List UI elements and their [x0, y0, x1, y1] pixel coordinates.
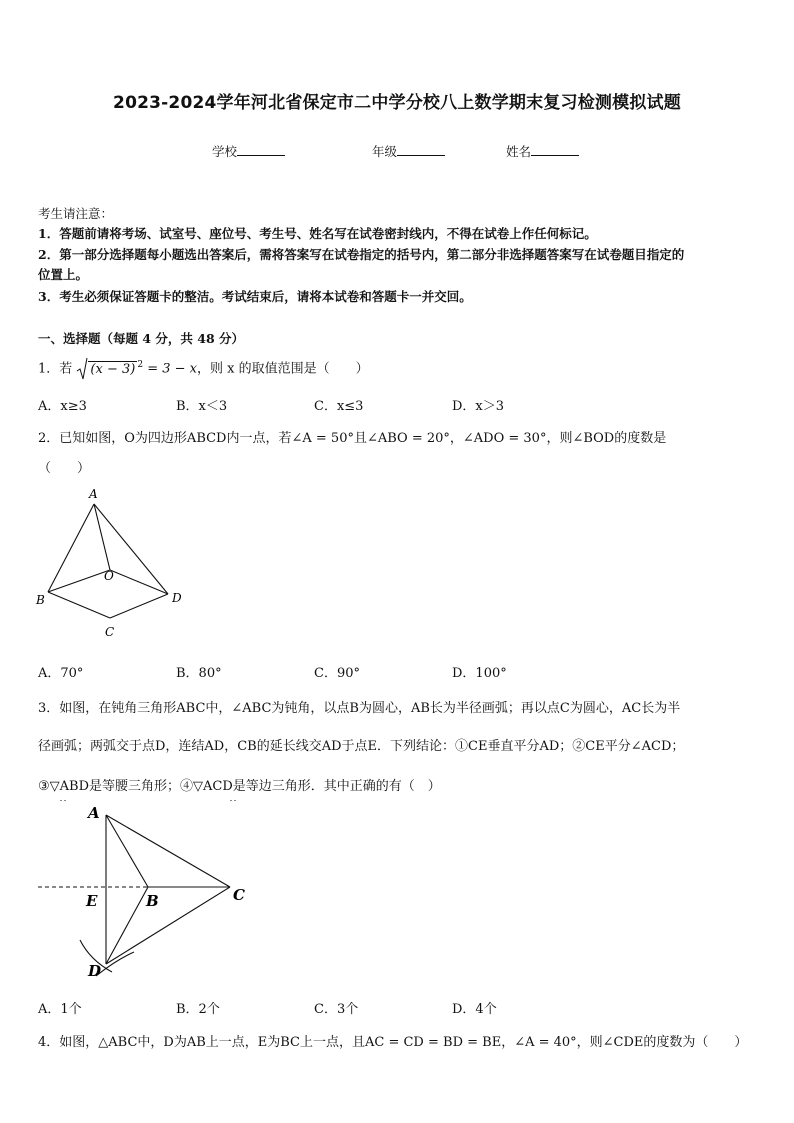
- option-c[interactable]: C．x≤3: [314, 399, 364, 414]
- question-2: 2．已知如图，O为四边形ABCD内一点，若∠A = 50°且∠ABO = 20°，∠ADO = 30°，则∠BOD的度数是: [38, 431, 667, 446]
- q2-label-d: D: [172, 591, 182, 605]
- option-b[interactable]: B．2个: [176, 1002, 220, 1017]
- option-d[interactable]: D．4个: [452, 1002, 497, 1017]
- notice-item: 1．答题前请将考场、试室号、座位号、考生号、姓名写在试卷密封线内，不得在试卷上作任何标记。: [38, 226, 597, 241]
- question-2-paren: （ ）: [38, 461, 91, 476]
- q3-label-a: A: [88, 804, 100, 822]
- q3-label-e: E: [86, 892, 98, 910]
- name-field: [506, 142, 579, 160]
- q1-exponent: 2: [137, 360, 144, 371]
- question-4: 4．如图，△ABC中，D为AB上一点，E为BC上一点，且AC = CD = BD = BE，∠A = 40°，则∠CDE的度数为（ ）: [38, 1035, 748, 1050]
- option-a[interactable]: A．70°: [38, 666, 84, 681]
- school-blank[interactable]: [237, 143, 285, 156]
- option-d[interactable]: D．x＞3: [452, 399, 505, 414]
- notice-item: 3．考生必须保证答题卡的整洁。考试结束后，请将本试卷和答题卡一并交回。: [38, 289, 472, 304]
- section-heading: 一、选择题（每题 4 分，共 48 分）: [38, 331, 245, 346]
- q2-label-a: A: [89, 487, 98, 501]
- school-label: 学校: [212, 144, 238, 159]
- option-a[interactable]: A．1个: [38, 1002, 82, 1017]
- q2-figure: [30, 484, 200, 642]
- notice-heading: 考生请注意：: [38, 206, 114, 221]
- option-c[interactable]: C．3个: [314, 1002, 359, 1017]
- notice-item: 位置上。: [38, 267, 89, 282]
- name-label: 姓名: [506, 144, 532, 159]
- option-c[interactable]: C．90°: [314, 666, 360, 681]
- option-b[interactable]: B．x＜3: [176, 399, 228, 414]
- q1-number: 1．若: [38, 361, 73, 377]
- option-b[interactable]: B．80°: [176, 666, 222, 681]
- q3-figure: [30, 800, 260, 986]
- notice-item: 2．第一部分选择题每小题选出答案后，需将答案写在试卷指定的括号内，第二部分非选择题答案写在试卷题目指定的: [38, 247, 685, 262]
- option-d[interactable]: D．100°: [452, 666, 507, 681]
- q1-rhs: = 3 − x: [147, 361, 197, 377]
- question-1: [38, 357, 369, 381]
- q3-label-d: D: [88, 962, 102, 980]
- q2-label-c: C: [105, 625, 115, 639]
- question-3: 3．如图，在钝角三角形ABC中，∠ABC为钝角，以点B为圆心，AB长为半径画弧；再以点C为圆心，AC长为半: [38, 701, 681, 716]
- school-field: [212, 142, 285, 160]
- grade-blank[interactable]: [397, 143, 445, 156]
- q2-label-b: B: [36, 593, 45, 607]
- q3-label-b: B: [146, 892, 159, 910]
- q3-label-c: C: [233, 886, 245, 904]
- option-a[interactable]: A．x≥3: [38, 399, 87, 414]
- q1-radicand: (x − 3): [90, 361, 136, 377]
- question-3-line2: 径画弧；两弧交于点D，连结AD，CB的延长线交AD于点E．下列结论：①CE垂直平分AD；②CE平分∠ACD；: [38, 739, 685, 754]
- radical-sign-icon: [76, 357, 88, 381]
- grade-field: [372, 142, 445, 160]
- question-3-line3: ③▽ABD是等腰三角形；④▽ACD是等边三角形．其中正确的有（ ）: [38, 779, 441, 794]
- page-title: 2023-2024学年河北省保定市二中学分校八上数学期末复习检测模拟试题: [113, 93, 681, 113]
- name-blank[interactable]: [531, 143, 579, 156]
- q1-tail: ，则 x 的取值范围是（ ）: [197, 361, 369, 377]
- q2-label-o: O: [104, 569, 114, 583]
- grade-label: 年级: [372, 144, 398, 159]
